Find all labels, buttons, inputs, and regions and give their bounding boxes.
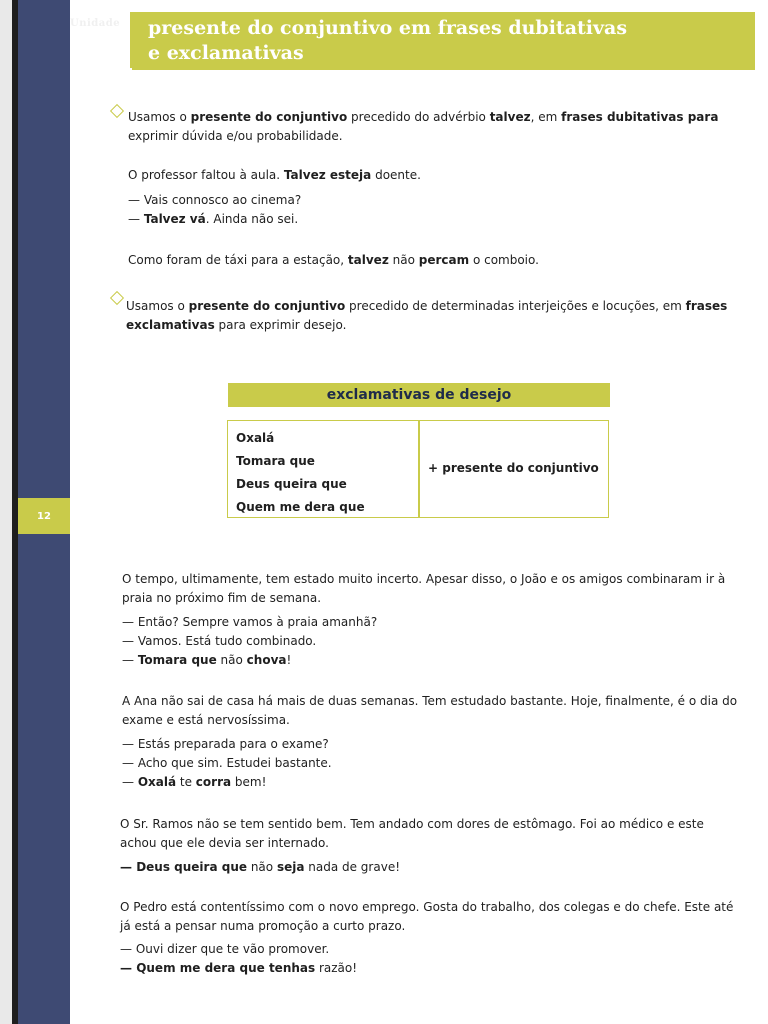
dialog-line: — Oxalá te corra bem!	[122, 775, 267, 789]
table-divider	[418, 421, 420, 517]
table-title: exclamativas de desejo	[228, 383, 610, 407]
page-edge	[0, 0, 12, 1024]
example-line: — Talvez vá. Ainda não sei.	[128, 212, 299, 226]
page-number: 12	[37, 510, 51, 522]
dialog-line: — Vamos. Está tudo combinado.	[122, 634, 317, 648]
page-number-tab	[18, 498, 70, 534]
table-result: + presente do conjuntivo	[428, 461, 599, 475]
bullet-diamond-icon	[110, 104, 124, 118]
dialog-line: — Acho que sim. Estudei bastante.	[122, 756, 332, 770]
page-title	[148, 16, 748, 66]
title-line-1: presente do conjuntivo em frases dubitativas	[148, 17, 628, 39]
rule-dubitative: Usamos o presente do conjuntivo precedido do advérbio talvez, em frases dubitativas para exprimir dúvida e/ou probabilidade.	[128, 110, 719, 143]
dialog-intro: O Sr. Ramos não se tem sentido bem. Tem andado com dores de estômago. Foi ao médico e este achou que ele devia ser internado.	[120, 817, 704, 850]
dialog-line: — Deus queira que não seja nada de grave!	[120, 860, 401, 874]
example-line: O professor faltou à aula. Talvez esteja doente.	[128, 168, 421, 182]
example-line: Como foram de táxi para a estação, talvez não percam o comboio.	[128, 253, 539, 267]
dialog-intro: A Ana não sai de casa há mais de duas semanas. Tem estudado bastante. Hoje, finalmente, é o dia do exame e está nervosíssima.	[122, 694, 738, 727]
expression-item: Quem me dera que	[236, 500, 365, 514]
expression-item: Oxalá	[236, 431, 275, 445]
example-line: — Vais connosco ao cinema?	[128, 193, 302, 207]
expressions-table	[227, 420, 609, 518]
dialog-line: — Estás preparada para o exame?	[122, 737, 329, 751]
dialog-line: — Ouvi dizer que te vão promover.	[120, 942, 330, 956]
header-step	[70, 68, 132, 74]
dialog-line: — Então? Sempre vamos à praia amanhã?	[122, 615, 378, 629]
bullet-diamond-icon	[110, 291, 124, 305]
dialog-line: — Tomara que não chova!	[122, 653, 292, 667]
rule-exclamative: Usamos o presente do conjuntivo precedido de determinadas interjeições e locuções, em frases exclamativas para exprimir desejo.	[126, 299, 728, 332]
dialog-intro: O tempo, ultimamente, tem estado muito incerto. Apesar disso, o João e os amigos combinaram ir à praia no próximo fim de semana.	[122, 572, 726, 605]
title-line-2: e exclamativas	[148, 42, 304, 64]
unit-number: 4	[94, 28, 114, 61]
expression-item: Deus queira que	[236, 477, 347, 491]
dialog-intro: O Pedro está contentíssimo com o novo emprego. Gosta do trabalho, dos colegas e do chefe. Este até já está a pensar numa promoção a curto prazo.	[120, 900, 734, 933]
expression-item: Tomara que	[236, 454, 315, 468]
unit-label: Unidade	[70, 18, 121, 29]
dialog-line: — Quem me dera que tenhas razão!	[120, 961, 358, 975]
expressions-list	[236, 427, 365, 519]
